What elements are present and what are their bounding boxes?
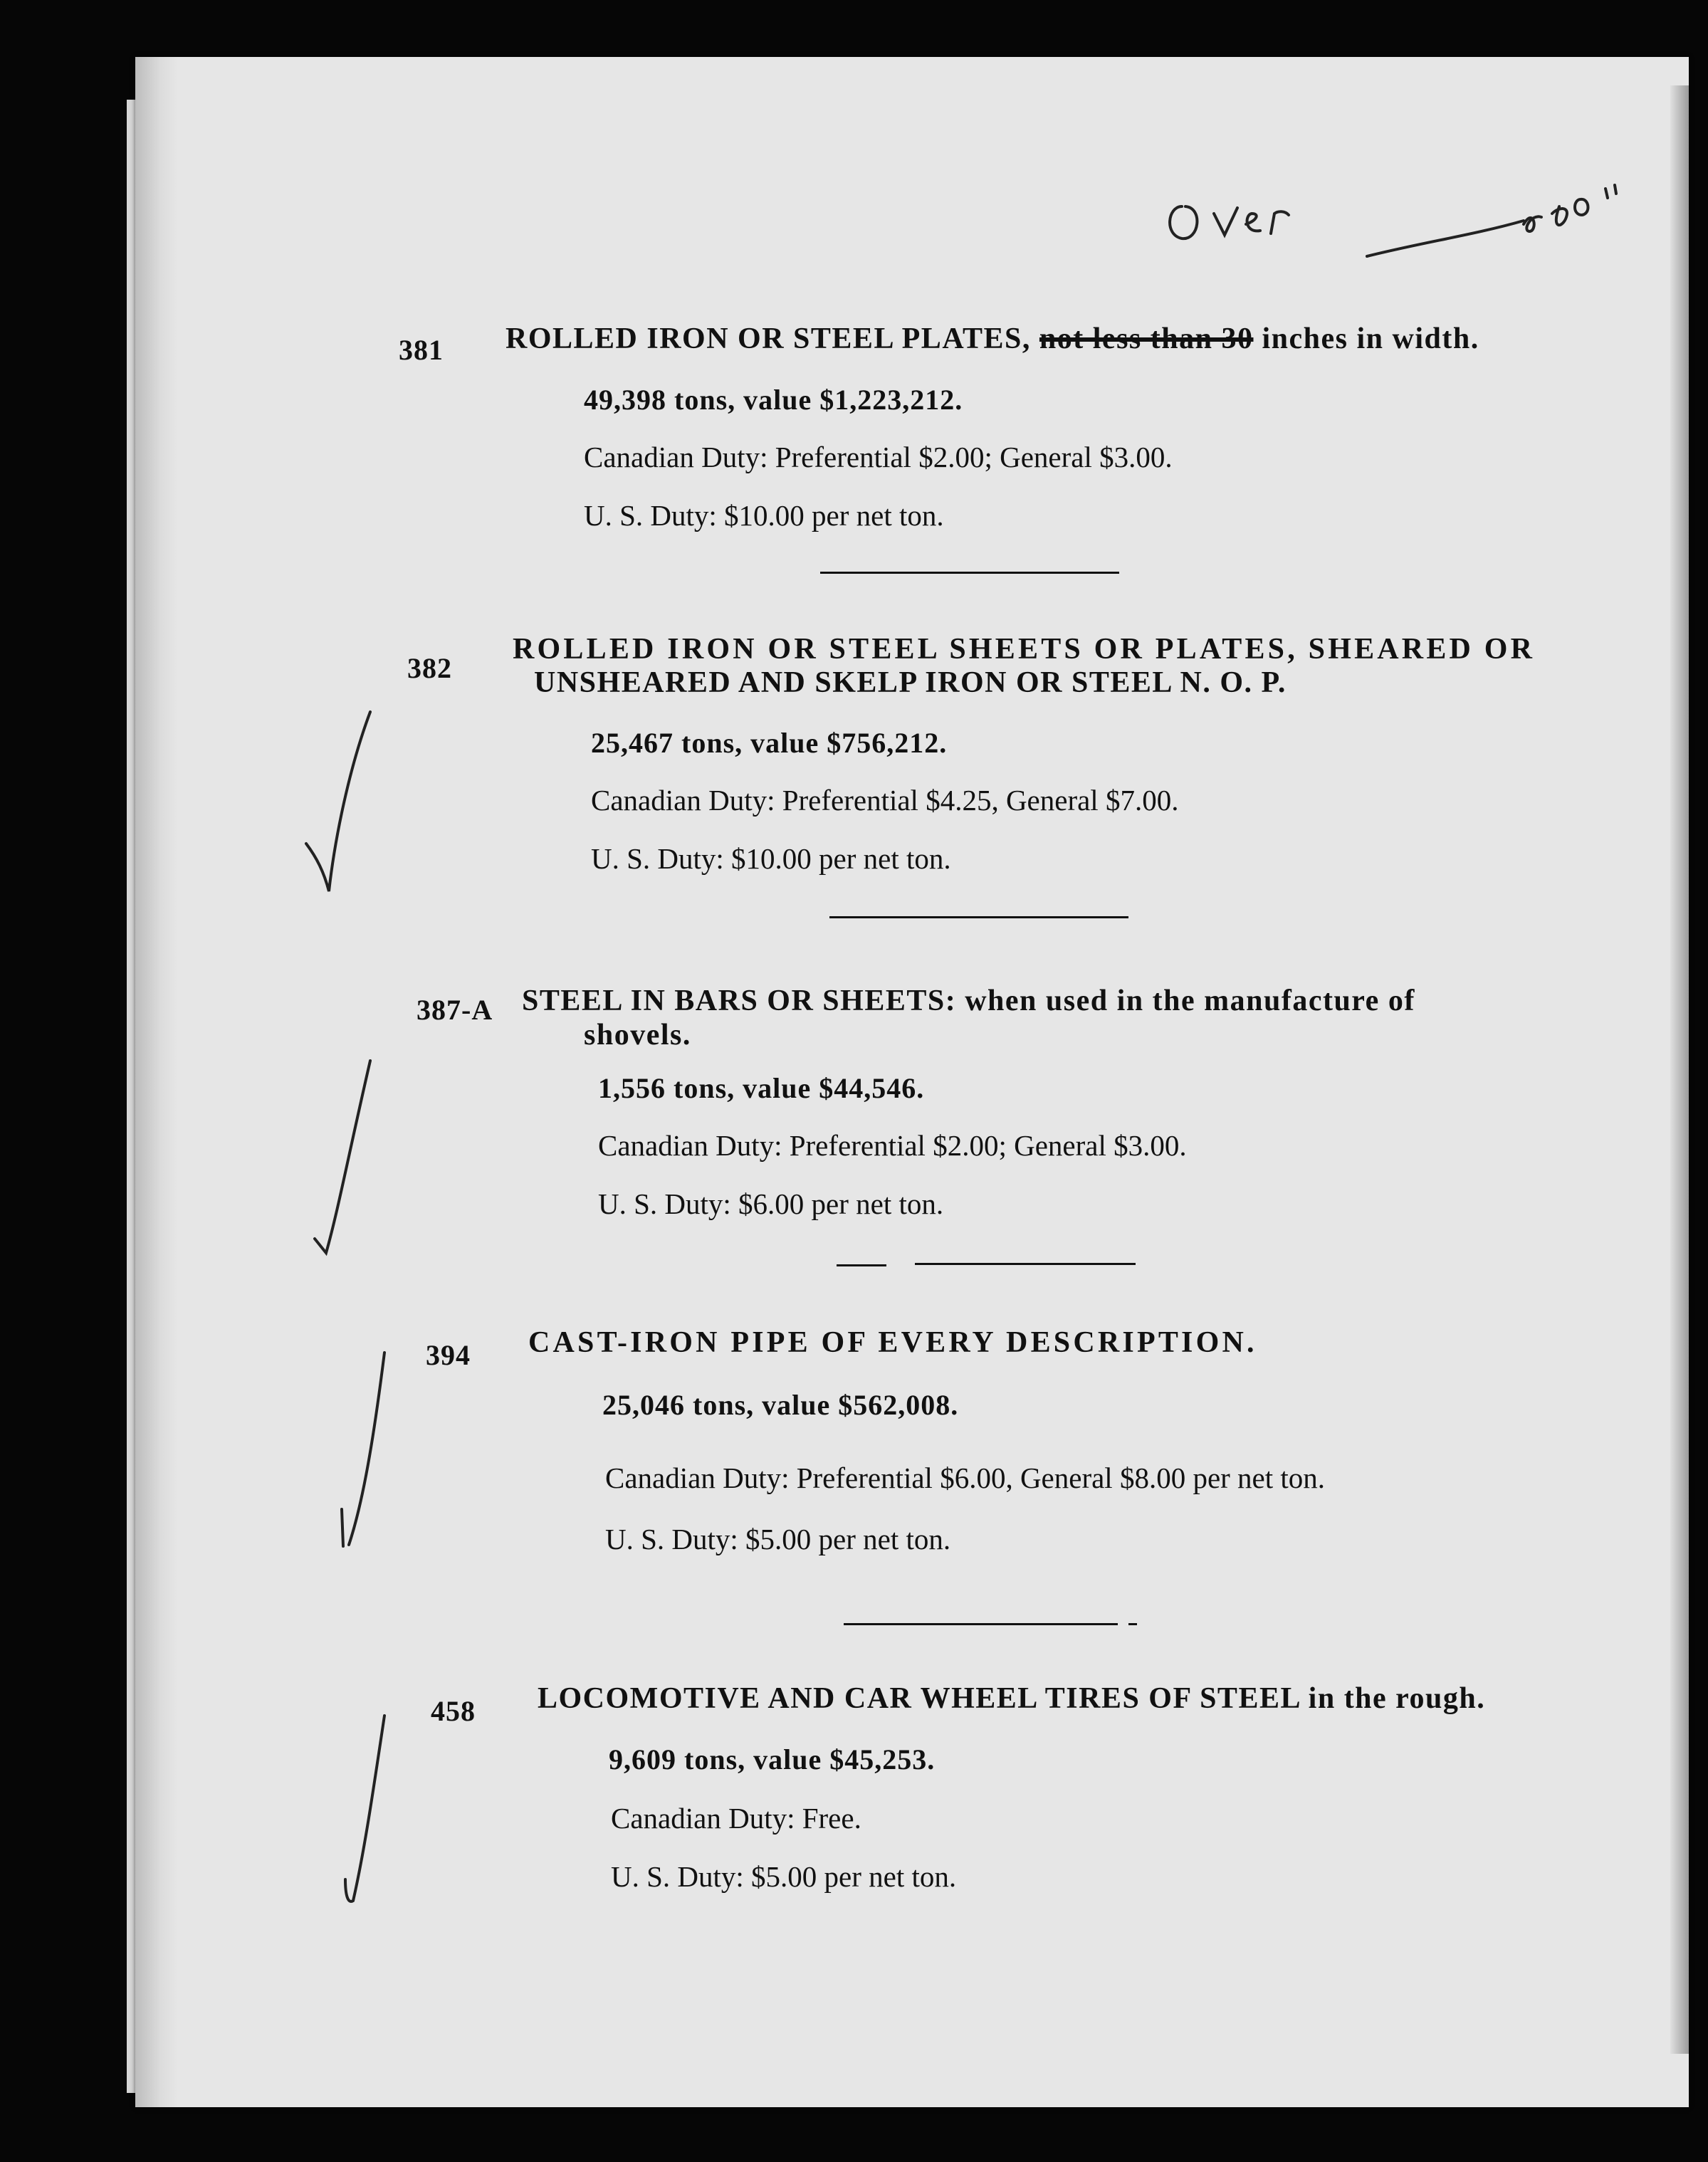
section-divider [820, 572, 1119, 574]
page-edge-shadow [1670, 85, 1689, 2054]
us-duty: U. S. Duty: $10.00 per net ton. [584, 499, 944, 532]
tariff-item-number: 387-A [416, 994, 493, 1026]
check-mark-icon [299, 698, 384, 911]
import-quantity-value: 9,609 tons, value $45,253. [609, 1743, 936, 1775]
tariff-item-title: CAST-IRON PIPE OF EVERY DESCRIPTION. [528, 1326, 1257, 1359]
canadian-duty: Canadian Duty: Preferential $2.00; General $3.00. [584, 441, 1173, 473]
document-page [135, 57, 1689, 2107]
us-duty: U. S. Duty: $5.00 per net ton. [611, 1860, 957, 1893]
check-mark-icon [335, 1687, 420, 1929]
section-divider-dash [1128, 1623, 1137, 1625]
tariff-item-title: STEEL IN BARS OR SHEETS: when used in the manufacture of [522, 985, 1415, 1017]
import-quantity-value: 25,046 tons, value $562,008. [602, 1389, 959, 1421]
handwritten-annotation [1153, 157, 1652, 299]
us-duty: U. S. Duty: $10.00 per net ton. [591, 842, 951, 875]
tariff-item-number: 394 [426, 1339, 471, 1371]
tariff-item-title-continued: shovels. [584, 1019, 691, 1051]
tariff-item-title: ROLLED IRON OR STEEL SHEETS OR PLATES, SHEARED OR [513, 633, 1536, 666]
tariff-item-number: 458 [431, 1695, 476, 1727]
section-divider [829, 916, 1128, 918]
import-quantity-value: 25,467 tons, value $756,212. [591, 727, 948, 759]
tariff-item-number: 381 [399, 334, 444, 366]
import-quantity-value: 49,398 tons, value $1,223,212. [584, 384, 963, 416]
us-duty: U. S. Duty: $5.00 per net ton. [605, 1523, 951, 1555]
struck-text: not less than 30 [1039, 322, 1254, 355]
canadian-duty: Canadian Duty: Free. [611, 1802, 861, 1835]
canadian-duty: Canadian Duty: Preferential $6.00, General $8.00 per net ton. [605, 1462, 1326, 1494]
tariff-item-number: 382 [407, 652, 452, 684]
tariff-item-title: LOCOMOTIVE AND CAR WHEEL TIRES OF STEEL in the rough. [538, 1682, 1486, 1715]
tariff-item-title-continued: UNSHEARED AND SKELP IRON OR STEEL N. O. P. [534, 666, 1287, 699]
check-mark-icon [328, 1338, 413, 1566]
section-divider [915, 1263, 1136, 1265]
canadian-duty: Canadian Duty: Preferential $2.00; General $3.00. [598, 1129, 1187, 1162]
section-divider [844, 1623, 1118, 1625]
page-gutter [135, 57, 178, 2107]
us-duty: U. S. Duty: $6.00 per net ton. [598, 1187, 944, 1220]
section-divider-short [837, 1264, 886, 1266]
check-mark-icon [306, 1039, 392, 1281]
tariff-item-title: ROLLED IRON OR STEEL PLATES, not less than 30 inches in width. [505, 322, 1479, 355]
canadian-duty: Canadian Duty: Preferential $4.25, General $7.00. [591, 784, 1179, 817]
import-quantity-value: 1,556 tons, value $44,546. [598, 1072, 925, 1104]
